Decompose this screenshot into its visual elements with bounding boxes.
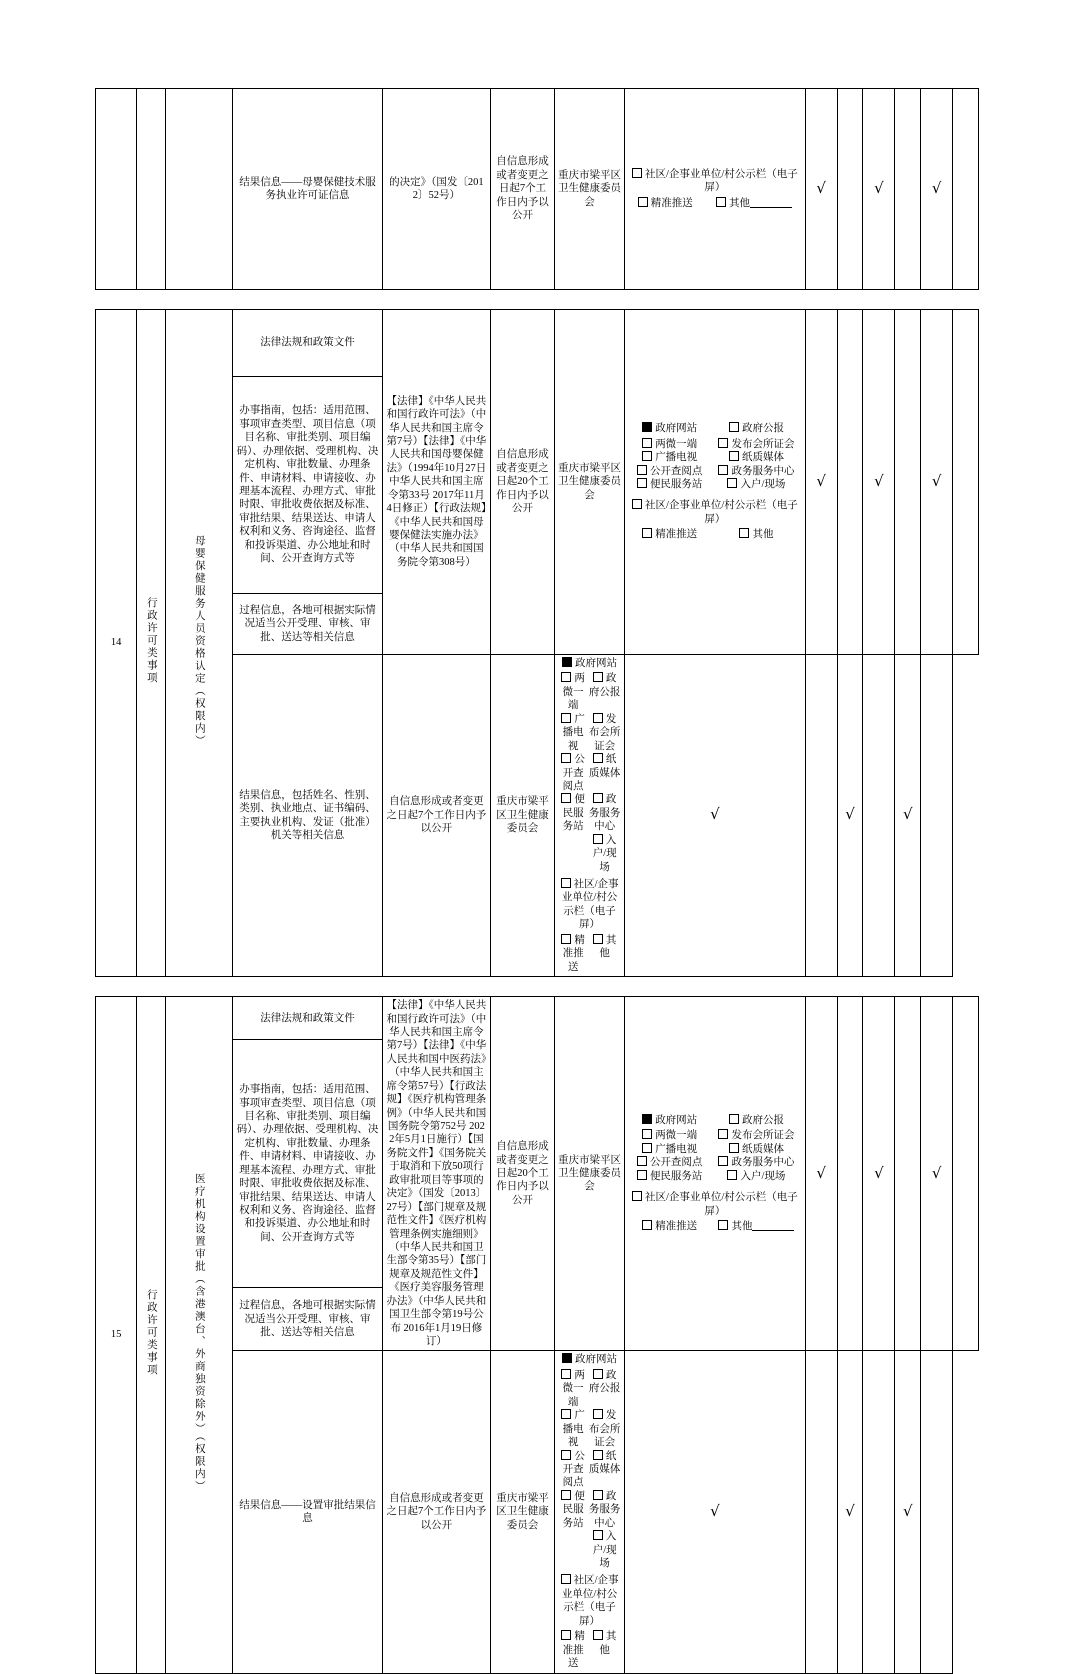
checkbox-public-reading[interactable] (637, 465, 647, 475)
category-cell: 行政许可类事项 (137, 310, 166, 977)
checkbox-convenience-station[interactable] (637, 1170, 647, 1180)
index-cell: 15 (96, 997, 137, 1673)
channel-precise-push[interactable]: 精准推送 (562, 1631, 585, 1670)
tick-cell-1: √ (805, 310, 837, 655)
channel-gov-website[interactable]: 政府网站 (628, 422, 711, 435)
channel-paper-media[interactable]: 纸质媒体 (711, 1143, 801, 1156)
content-body-cell: 办事指南，包括：适用范围、事项审查类型、项目信息（项目名称、审批类别、项目编码）、办理依据、受理机构、决定机构、审批数量、办理条件、申请材料、申请接收、办理基本流程、办理方式、审批时限、审批收费依据及标准、审批结果、结果送达、申请人权利和义务、咨询途径、监督和投诉渠道、办公地址和时间、公开查询方式等 (233, 377, 383, 594)
tick-cell-1: √ (805, 997, 837, 1351)
tick-cell-6 (953, 997, 979, 1351)
other-blank-field[interactable] (750, 197, 792, 208)
index-cell (96, 89, 137, 290)
checkbox-gov-gazette[interactable] (593, 1369, 603, 1379)
tick-cell-6 (953, 89, 979, 290)
channel-gov-gazette[interactable]: 政府公报 (711, 1114, 801, 1127)
content-title-cell: 结果信息——母婴保健技术服务执业许可证信息 (233, 89, 383, 290)
organization-cell: 重庆市梁平区卫生健康委员会 (554, 310, 624, 655)
table-gap-1 (95, 290, 979, 309)
checkbox-community-bulletin[interactable] (632, 499, 642, 509)
checkbox-public-reading[interactable] (637, 1156, 647, 1166)
law-basis-cell: 的决定》（国发〔2012〕52号） (382, 89, 490, 290)
checkbox-other[interactable] (716, 197, 726, 207)
tick-cell-6 (953, 310, 979, 655)
channel-door-to-door[interactable]: 入户/现场 (711, 478, 801, 491)
channel-community-bulletin[interactable]: 社区/企事业单位/村公示栏（电子屏） (628, 1191, 802, 1218)
checkbox-gov-website[interactable] (642, 1114, 652, 1124)
checkbox-other[interactable] (739, 528, 749, 538)
tick-cell-4 (895, 997, 921, 1351)
table-section-14 (95, 309, 979, 977)
category-cell: 行政许可类事项 (137, 997, 166, 1673)
tick-cell-4 (895, 89, 921, 290)
channel-door-to-door[interactable]: 入户/现场 (592, 1531, 617, 1569)
tick-cell-6 (921, 655, 953, 977)
checkbox-gov-service-center[interactable] (593, 1490, 603, 1500)
organization-cell: 重庆市梁平区卫生健康委员会 (491, 655, 555, 977)
tick-cell-3: √ (837, 655, 863, 977)
checkbox-door-to-door[interactable] (593, 1530, 603, 1540)
tick-cell-4 (895, 310, 921, 655)
checkbox-public-reading[interactable] (561, 753, 571, 763)
law-basis-cell: 【法律】《中华人民共和国行政许可法》（中华人民共和国主席令第7号）【法律】《中华人民共和国母婴保健法》（1994年10月27日中华人民共和国主席令第33号 2017年11月4日修正）【行政法规】《中华人民共和国母婴保健法实施办法》（中华人民共和国国务院令第308号） (382, 310, 490, 655)
channel-precise-push-row[interactable]: 精准推送 其他 (628, 197, 802, 210)
time-limit-cell: 自信息形成或者变更之日起20个工作日内予以公开 (491, 310, 555, 655)
checkbox-door-to-door[interactable] (593, 834, 603, 844)
channel-spacer (558, 1530, 588, 1570)
other-blank-field[interactable] (752, 1220, 794, 1231)
tick-cell-4 (863, 655, 895, 977)
table-row (96, 997, 979, 1040)
content-body2-cell: 过程信息，各地可根据实际情况适当公开受理、审核、审批、送达等相关信息 (233, 1288, 383, 1351)
channel-two-micro[interactable]: 两微一端 (562, 673, 585, 712)
channels-cell (625, 310, 806, 655)
organization-cell: 重庆市梁平区卫生健康委员会 (554, 89, 624, 290)
channel-other[interactable]: 其他 (711, 528, 801, 541)
checkbox-broadcast-tv[interactable] (642, 451, 652, 461)
tick-cell-4 (863, 1351, 895, 1673)
tick-cell-1: √ (625, 1351, 806, 1673)
checkbox-two-micro[interactable] (642, 1129, 652, 1139)
channel-gov-service-center[interactable]: 政务服务中心 (711, 1156, 801, 1169)
tick-cell-2 (805, 655, 837, 977)
channel-convenience-station[interactable]: 便民服务站 (562, 1490, 585, 1529)
channel-broadcast-tv[interactable]: 广播电视 (562, 1410, 585, 1449)
checkbox-community-bulletin[interactable] (632, 1191, 642, 1201)
channel-precise-push[interactable]: 精准推送 (628, 528, 711, 541)
tick-cell-3: √ (863, 89, 895, 290)
content-title-cell: 法律法规和政策文件 (233, 997, 383, 1040)
checkbox-broadcast-tv[interactable] (561, 1409, 571, 1419)
checkbox-gov-gazette[interactable] (729, 422, 739, 432)
channels-cell (554, 655, 624, 977)
checkbox-gov-website[interactable] (562, 657, 572, 667)
checkbox-precise-push[interactable] (561, 934, 571, 944)
channel-gov-gazette[interactable]: 政府公报 (711, 422, 801, 435)
checkbox-gov-service-center[interactable] (718, 1156, 728, 1166)
tick-cell-5: √ (895, 655, 921, 977)
channel-gov-website[interactable]: 政府网站 (558, 1353, 621, 1366)
checkbox-convenience-station[interactable] (561, 1490, 571, 1500)
checkbox-precise-push[interactable] (642, 1220, 652, 1230)
checkbox-gov-gazette[interactable] (593, 672, 603, 682)
channel-public-reading[interactable]: 公开查阅点 (628, 1156, 711, 1169)
checkbox-gov-service-center[interactable] (593, 793, 603, 803)
tick-cell-3: √ (863, 310, 895, 655)
checkbox-other[interactable] (593, 1630, 603, 1640)
channel-community-bulletin[interactable]: 社区/企事业单位/村公示栏（电子屏） (628, 168, 802, 195)
channel-gov-service-center[interactable]: 政务服务中心 (711, 465, 801, 478)
channel-press-conference[interactable]: 发布会所证会 (588, 1410, 621, 1449)
channel-public-reading[interactable]: 公开查阅点 (628, 465, 711, 478)
law-basis-cell: 【法律】《中华人民共和国行政许可法》（中华人民共和国主席令第7号）【法律】《中华人民共和国中医药法》（中华人民共和国主席令第57号）【行政法规】《医疗机构管理条例》（中华人民共和国国务院令第752号 2022年5月1日施行）【国务院文件】《国务院关于取消和下放50项行政审批项目等事项的决定》（国发〔2013〕27号）【部门规章及规范性文件】《医疗机构管理条例实施细则》（中华人民共和国卫生部令第35号）【部门规章及规范性文件】《医疗美容服务管理办法》（中华人民共和国卫生部令第19号公布 2016年1月19日修订） (382, 997, 490, 1351)
channel-other[interactable]: 其他 (711, 1220, 801, 1233)
item-name-cell: 母婴保健服务人员资格认定（权限内） (166, 310, 233, 977)
time-limit-cell: 自信息形成或者变更之日起7个工作日内予以公开 (382, 1351, 490, 1673)
channel-paper-media[interactable]: 纸质媒体 (588, 1450, 621, 1475)
content-title-cell: 结果信息——设置审批结果信息 (233, 1351, 383, 1673)
tick-cell-3: √ (863, 997, 895, 1351)
time-limit-cell: 自信息形成或者变更之日起7个工作日内予以公开 (491, 89, 555, 290)
checkbox-two-micro[interactable] (561, 1369, 571, 1379)
checkbox-paper-media[interactable] (729, 451, 739, 461)
channel-community-bulletin[interactable]: 社区/企事业单位/村公示栏（电子屏） (561, 1575, 619, 1627)
checkbox-convenience-station[interactable] (637, 478, 647, 488)
table-section-15 (95, 996, 979, 1673)
channel-two-micro[interactable]: 两微一端 (628, 438, 711, 451)
channels-cell (625, 89, 806, 290)
channel-public-reading[interactable]: 公开查阅点 (562, 754, 585, 792)
channel-press-conference[interactable]: 发布会所证会 (588, 713, 621, 752)
checkbox-press-conference[interactable] (718, 1129, 728, 1139)
checkbox-paper-media[interactable] (593, 1450, 603, 1460)
table-gap-2 (95, 977, 979, 996)
channel-broadcast-tv[interactable]: 广播电视 (628, 1143, 711, 1156)
channel-other[interactable]: 其他 (588, 1630, 621, 1670)
time-limit-cell: 自信息形成或者变更之日起7个工作日内予以公开 (382, 655, 490, 977)
checkbox-gov-website[interactable] (642, 422, 652, 432)
channel-precise-push[interactable]: 精准推送 (628, 1220, 711, 1233)
channel-gov-gazette[interactable]: 政府公报 (588, 1369, 621, 1395)
checkbox-two-micro[interactable] (642, 438, 652, 448)
content-body-cell: 办事指南，包括：适用范围、事项审查类型、项目信息（项目名称、审批类别、项目编码）、办理依据、受理机构、决定机构、审批数量、办理条件、申请材料、申请接收、办理基本流程、办理方式、审批时限、审批收费依据及标准、审批结果、结果送达、申请人权利和义务、咨询途径、监督和投诉渠道、办公地址和时间、公开查询方式等 (233, 1040, 383, 1288)
tick-cell-2 (837, 997, 863, 1351)
content-title-cell: 结果信息，包括姓名、性别、类别、执业地点、证书编码、主要执业机构、发证（批准）机关等相关信息 (233, 655, 383, 977)
tick-cell-2 (837, 310, 863, 655)
checkbox-press-conference[interactable] (593, 713, 603, 723)
checkbox-press-conference[interactable] (593, 1409, 603, 1419)
checkbox-other[interactable] (593, 934, 603, 944)
organization-cell: 重庆市梁平区卫生健康委员会 (491, 1351, 555, 1673)
channel-broadcast-tv[interactable]: 广播电视 (562, 713, 585, 752)
channel-community-bulletin[interactable]: 社区/企事业单位/村公示栏（电子屏） (561, 879, 619, 931)
checkbox-other[interactable] (718, 1220, 728, 1230)
tick-cell-5: √ (921, 310, 953, 655)
channel-press-conference[interactable]: 发布会所证会 (711, 1129, 801, 1142)
channel-convenience-station[interactable]: 便民服务站 (628, 1170, 711, 1183)
tick-cell-5: √ (895, 1351, 921, 1673)
checkbox-door-to-door[interactable] (727, 1170, 737, 1180)
time-limit-cell: 自信息形成或者变更之日起20个工作日内予以公开 (491, 997, 555, 1351)
tick-cell-1: √ (625, 655, 806, 977)
channel-convenience-station[interactable]: 便民服务站 (628, 478, 711, 491)
channel-gov-service-center[interactable]: 政务服务中心 (588, 1490, 621, 1529)
checkbox-precise-push[interactable] (642, 528, 652, 538)
channel-community-bulletin[interactable]: 社区/企事业单位/村公示栏（电子屏） (628, 499, 802, 526)
checkbox-press-conference[interactable] (718, 438, 728, 448)
tick-cell-1: √ (805, 89, 837, 290)
channels-cell (625, 997, 806, 1351)
tick-cell-3: √ (837, 1351, 863, 1673)
channel-gov-gazette[interactable]: 政府公报 (588, 673, 621, 698)
channel-door-to-door-wrap (558, 834, 588, 874)
checkbox-convenience-station[interactable] (561, 793, 571, 803)
content-title-cell: 法律法规和政策文件 (233, 310, 383, 377)
channel-gov-service-center[interactable]: 政务服务中心 (588, 794, 621, 833)
channel-gov-website[interactable]: 政府网站 (628, 1114, 711, 1127)
checkbox-precise-push[interactable] (638, 197, 648, 207)
channel-paper-media[interactable]: 纸质媒体 (588, 754, 621, 779)
table-section-top (95, 88, 979, 290)
checkbox-public-reading[interactable] (561, 1450, 571, 1460)
checkbox-community-bulletin[interactable] (561, 1574, 571, 1584)
channel-door-to-door[interactable]: 入户/现场 (711, 1170, 801, 1183)
checkbox-two-micro[interactable] (561, 672, 571, 682)
item-name-cell: 医疗机构设置审批（含港澳台、外商独资除外）（权限内） (166, 997, 233, 1673)
checkbox-paper-media[interactable] (593, 753, 603, 763)
channel-gov-website[interactable]: 政府网站 (558, 657, 621, 670)
channels-cell (554, 1351, 624, 1673)
checkbox-broadcast-tv[interactable] (642, 1143, 652, 1153)
table-row (96, 89, 979, 290)
tick-cell-2 (837, 89, 863, 290)
channel-door-to-door[interactable]: 入户/现场 (592, 834, 617, 873)
channel-convenience-station[interactable]: 便民服务站 (562, 794, 585, 833)
checkbox-gov-website[interactable] (562, 1353, 572, 1363)
checkbox-broadcast-tv[interactable] (561, 713, 571, 723)
checkbox-precise-push[interactable] (561, 1630, 571, 1640)
table-row (96, 310, 979, 377)
channel-press-conference[interactable]: 发布会所证会 (711, 438, 801, 451)
channel-other[interactable]: 其他 (588, 934, 621, 974)
checkbox-community-bulletin[interactable] (561, 878, 571, 888)
content-body2-cell: 过程信息，各地可根据实际情况适当公开受理、审核、审批、送达等相关信息 (233, 594, 383, 655)
channel-two-micro[interactable]: 两微一端 (562, 1369, 585, 1408)
checkbox-paper-media[interactable] (729, 1143, 739, 1153)
channel-public-reading[interactable]: 公开查阅点 (562, 1450, 585, 1489)
checkbox-door-to-door[interactable] (727, 478, 737, 488)
tick-cell-6 (921, 1351, 953, 1673)
checkbox-gov-service-center[interactable] (718, 465, 728, 475)
checkbox-gov-gazette[interactable] (729, 1114, 739, 1124)
item-name-cell (166, 89, 233, 290)
organization-cell: 重庆市梁平区卫生健康委员会 (554, 997, 624, 1351)
category-cell (137, 89, 166, 290)
channel-paper-media[interactable]: 纸质媒体 (711, 451, 801, 464)
tick-cell-2 (805, 1351, 837, 1673)
channel-two-micro[interactable]: 两微一端 (628, 1129, 711, 1142)
index-cell: 14 (96, 310, 137, 977)
tick-cell-5: √ (921, 997, 953, 1351)
checkbox-community-bulletin[interactable] (632, 168, 642, 178)
channel-broadcast-tv[interactable]: 广播电视 (628, 451, 711, 464)
tick-cell-5: √ (921, 89, 953, 290)
channel-precise-push[interactable]: 精准推送 (562, 934, 585, 973)
